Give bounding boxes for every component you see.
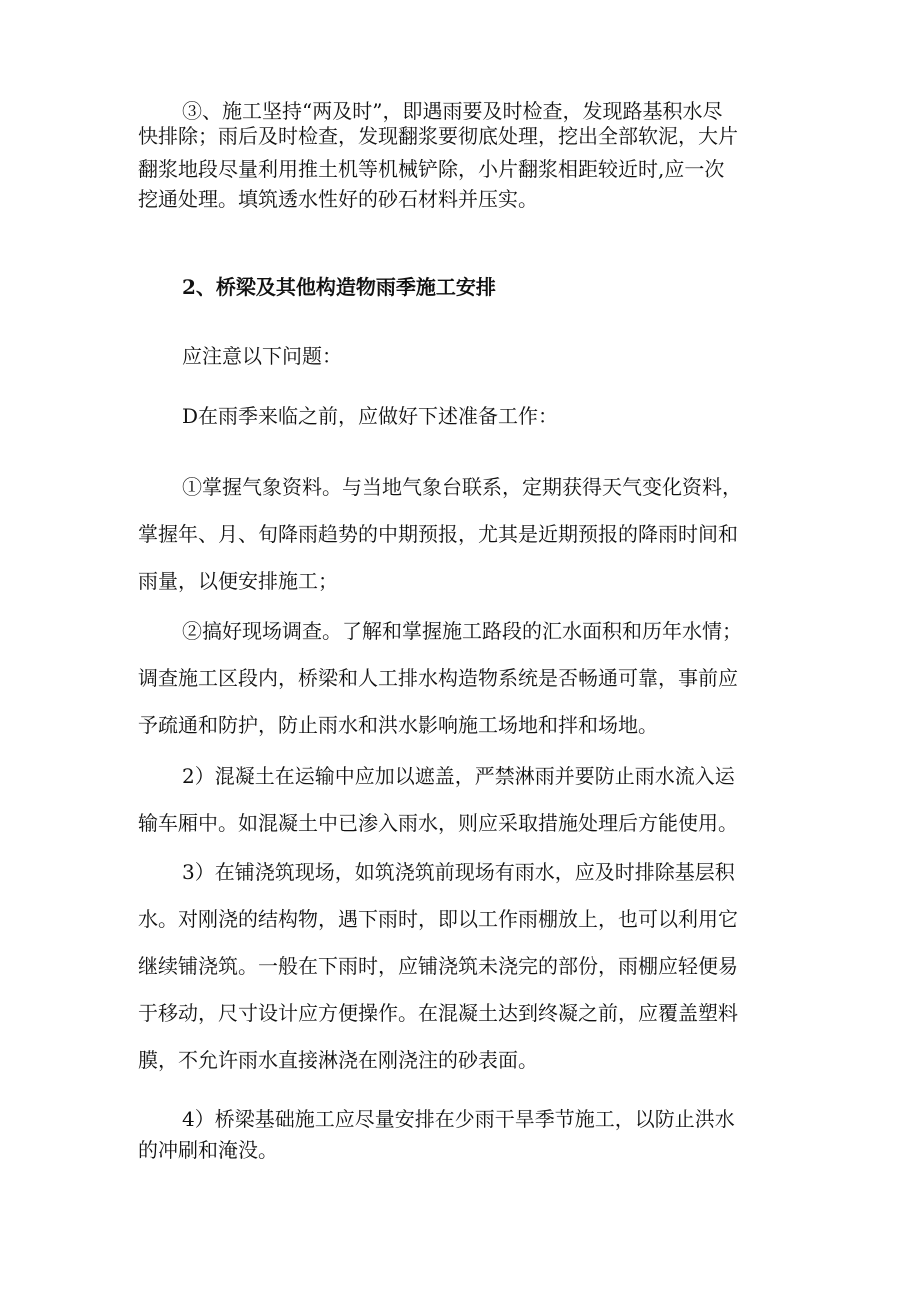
text-line: 调查施工区段内，桥梁和人工排水构造物系统是否畅通可靠，事前应 [138,666,738,690]
text-line: 翻浆地段尽量利用推土机等机械铲除，小片翻浆相距较近时,应一次 [138,157,725,181]
text-line: 掌握年、月、旬降雨趋势的中期预报，尤其是近期预报的降雨时间和 [138,522,738,546]
text-line: ①掌握气象资料。与当地气象台联系，定期获得天气变化资料， [182,475,742,499]
text-line: 输车厢中。如混凝土中已渗入雨水，则应采取措施处理后方能使用。 [138,811,738,835]
item-d-text: D在雨季来临之前，应做好下述准备工作： [182,404,559,428]
text-line: 继续铺浇筑。一般在下雨时，应铺浇筑未浇完的部份，雨棚应轻便易 [138,954,738,978]
text-line: 膜，不允许雨水直接淋浇在刚浇注的砂表面。 [138,1048,538,1072]
intro-text: 应注意以下问题： [182,344,342,368]
text-line: 水。对刚浇的结构物，遇下雨时，即以工作雨棚放上，也可以利用它 [138,907,738,931]
text-line: ③、施工坚持“两及时”，即遇雨要及时检查，发现路基积水尽 [182,99,723,123]
text-line: ②搞好现场调查。了解和掌握施工路段的汇水面积和历年水情； [182,619,742,643]
text-line: 于移动，尺寸设计应方便操作。在混凝土达到终凝之前，应覆盖塑料 [138,1001,738,1025]
text-line: 雨量，以便安排施工； [138,569,338,593]
text-line: 4）桥梁基础施工应尽量安排在少雨干旱季节施工，以防止洪水 [182,1107,735,1131]
text-line: 2）混凝土在运输中应加以遮盖，严禁淋雨并要防止雨水流入运 [182,764,735,788]
text-line: 挖通处理。填筑透水性好的砂石材料并压实。 [138,187,538,211]
section-heading: 2、桥梁及其他构造物雨季施工安排 [182,275,496,299]
text-line: 3）在铺浇筑现场，如筑浇筑前现场有雨水，应及时排除基层积 [182,860,735,884]
text-line: 予疏通和防护，防止雨水和洪水影响施工场地和拌和场地。 [138,713,658,737]
text-line: 的冲刷和淹没。 [138,1138,278,1162]
text-line: 快排除；雨后及时检查，发现翻浆要彻底处理，挖出全部软泥，大片 [138,124,738,148]
